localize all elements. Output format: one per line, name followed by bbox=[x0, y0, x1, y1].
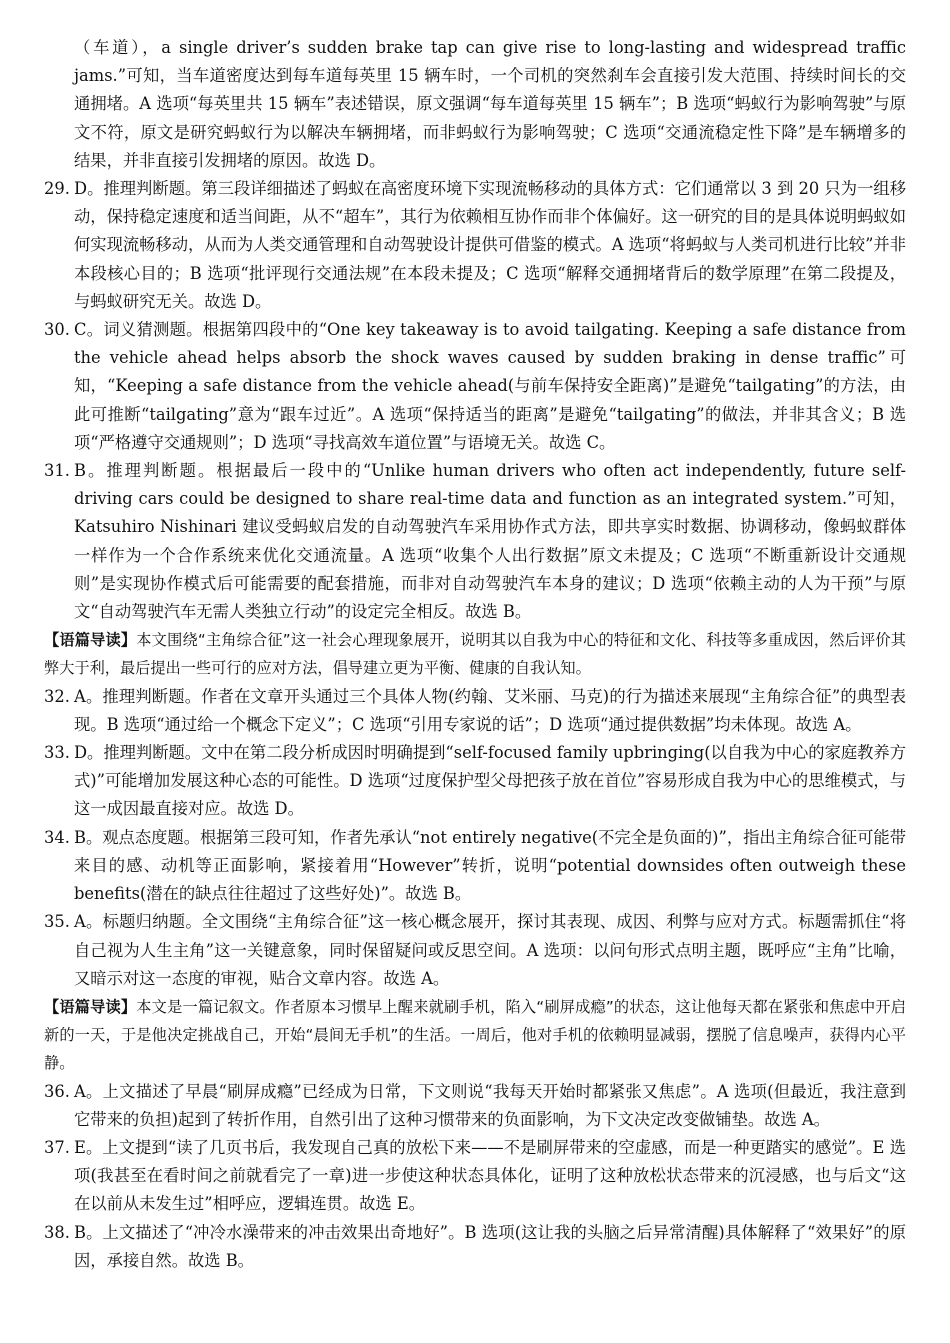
answer-37 bbox=[44, 1134, 906, 1219]
answer-35 bbox=[44, 908, 906, 993]
passage-guide-tag: 【语篇导读】 bbox=[44, 997, 137, 1016]
answer-explanation: B。推理判断题。根据最后一段中的“Unlike human drivers who often act independently, future self-driving cars could be designed to share real-time data and function as an integrated system.”可知，Katsuhiro Nishinari 建议受蚂蚁启发的自动驾驶汽车采用协作式方法，即共享实时数据、协调移动，像蚂蚁群体一样作为一个合作系统来优化交通流量。A 选项“收集个人出行数据”原文未提及；C 选项“不断重新设计交通规则”是实现协作模式后可能需要的配套措施，而非对自动驾驶汽车本身的建议；D 选项“依赖主动的人为干预”与原文“自动驾驶汽车无需人类独立行动”的设定完全相反。故选 B。 bbox=[74, 461, 906, 622]
answer-explanation: B。观点态度题。根据第三段可知，作者先承认“not entirely negative(不完全是负面的)”，指出主角综合征可能带来目的感、动机等正面影响，紧接着用“However”转折，说明“potential downsides often outweigh these benefits(潜在的缺点往往超过了这些好处)”。故选 B。 bbox=[74, 827, 906, 904]
continued-answer-text: （车道），a single driver’s sudden brake tap can give rise to long-lasting and widespread traffic jams.”可知，当车道密度达到每车道每英里 15 辆车时，一个司机的突然刹车会直接引发大范围、持续时间长的交通拥堵。A 选项“每英里共 15 辆车”表述错误，原文强调“每车道每英里 15 辆车”；B 选项“蚂蚁行为影响驾驶”与原文不符，原文是研究蚂蚁行为以解决车辆拥堵，而非蚂蚁行为影响驾驶；C 选项“交通流稳定性下降”是车辆增多的结果，并非直接引发拥堵的原因。故选 D。 bbox=[74, 38, 906, 170]
answer-number: 31. bbox=[44, 461, 70, 481]
answer-34 bbox=[44, 824, 906, 909]
answer-number: 38. bbox=[44, 1222, 70, 1242]
answer-30 bbox=[44, 316, 906, 457]
answer-number: 33. bbox=[44, 743, 70, 763]
passage-guide bbox=[44, 993, 906, 1078]
answer-number: 37. bbox=[44, 1137, 70, 1157]
answer-explanation: D。推理判断题。第三段详细描述了蚂蚁在高密度环境下实现流畅移动的具体方式：它们通常以 3 到 20 只为一组移动，保持稳定速度和适当间距，从不“超车”，其行为依赖相互协作而非个体偏好。这一研究的目的是具体说明蚂蚁如何实现流畅移动，从而为人类交通管理和自动驾驶设计提供可借鉴的模式。A 选项“将蚂蚁与人类司机进行比较”并非本段核心目的；B 选项“批评现行交通法规”在本段未提及；C 选项“解释交通拥堵背后的数学原理”在第二段提及，与蚂蚁研究无关。故选 D。 bbox=[74, 179, 906, 311]
passage-guide-tag: 【语篇导读】 bbox=[44, 631, 137, 650]
answer-36 bbox=[44, 1078, 906, 1134]
passage-guide-text: 本文是一篇记叙文。作者原本习惯早上醒来就刷手机，陷入“刷屏成瘾”的状态，这让他每天都在紧张和焦虑中开启新的一天，于是他决定挑战自己，开始“晨间无手机”的生活。一周后，他对手机的依赖明显减弱，摆脱了信息噪声，获得内心平静。 bbox=[44, 997, 906, 1073]
answer-33 bbox=[44, 739, 906, 824]
answer-number: 34. bbox=[44, 827, 70, 847]
answer-31 bbox=[44, 457, 906, 626]
answer-38 bbox=[44, 1219, 906, 1275]
passage-guide bbox=[44, 626, 906, 682]
answer-32 bbox=[44, 683, 906, 739]
passage-guide-text: 本文围绕“主角综合征”这一社会心理现象展开，说明其以自我为中心的特征和文化、科技等多重成因，然后评价其弊大于利，最后提出一些可行的应对方法，倡导建立更为平衡、健康的自我认知。 bbox=[44, 631, 906, 678]
answer-29 bbox=[44, 175, 906, 316]
answer-explanation: A。标题归纳题。全文围绕“主角综合征”这一核心概念展开，探讨其表现、成因、利弊与应对方式。标题需抓住“将自己视为人生主角”这一关键意象，同时保留疑问或反思空间。A 选项：以问句形式点明主题，既呼应“主角”比喻，又暗示对这一态度的审视，贴合文章内容。故选 A。 bbox=[74, 912, 906, 988]
answer-explanation: C。词义猜测题。根据第四段中的“One key takeaway is to avoid tailgating. Keeping a safe distance from the vehicle ahead helps absorb the shock waves caused by sudden braking in dense traffic”可知，“Keeping a safe distance from the vehicle ahead(与前车保持安全距离)”是避免“tailgating”的方法，由此可推断“tailgating”意为“跟车过近”。A 选项“保持适当的距离”是避免“tailgating”的做法，并非其含义；B 选项“严格遵守交通规则”；D 选项“寻找高效车道位置”与语境无关。故选 C。 bbox=[74, 320, 906, 452]
answer-explanation: E。上文提到“读了几页书后，我发现自己真的放松下来——不是刷屏带来的空虚感，而是一种更踏实的感觉”。E 选项(我甚至在看时间之前就看完了一章)进一步使这种状态具体化，证明了这种放松状态带来的沉浸感，也与后文“这在以前从未发生过”相呼应，逻辑连贯。故选 E。 bbox=[74, 1137, 906, 1214]
answer-number: 35. bbox=[44, 912, 70, 932]
answer-explanation: A。推理判断题。作者在文章开头通过三个具体人物(约翰、艾米丽、马克)的行为描述来展现“主角综合征”的典型表现。B 选项“通过给一个概念下定义”；C 选项“引用专家说的话”；D 选项“通过提供数据”均未体现。故选 A。 bbox=[74, 686, 906, 734]
answer-explanation: D。推理判断题。文中在第二段分析成因时明确提到“self-focused family upbringing(以自我为中心的家庭教养方式)”可能增加发展这种心态的可能性。D 选项“过度保护型父母把孩子放在首位”容易形成自我为中心的思维模式，与这一成因最直接对应。故选 D。 bbox=[74, 743, 906, 819]
answer-explanation: A。上文描述了早晨“刷屏成瘾”已经成为日常，下文则说“我每天开始时都紧张又焦虑”。A 选项(但最近，我注意到它带来的负担)起到了转折作用，自然引出了这种习惯带来的负面影响，为下文决定改变做铺垫。故选 A。 bbox=[74, 1081, 906, 1129]
answer-explanation: B。上文描述了“冲冷水澡带来的冲击效果出奇地好”。B 选项(这让我的头脑之后异常清醒)具体解释了“效果好”的原因，承接自然。故选 B。 bbox=[74, 1222, 906, 1270]
answer-number: 30. bbox=[44, 320, 70, 340]
answer-number: 36. bbox=[44, 1081, 70, 1101]
answer-number: 32. bbox=[44, 686, 70, 706]
answer-number: 29. bbox=[44, 179, 70, 199]
